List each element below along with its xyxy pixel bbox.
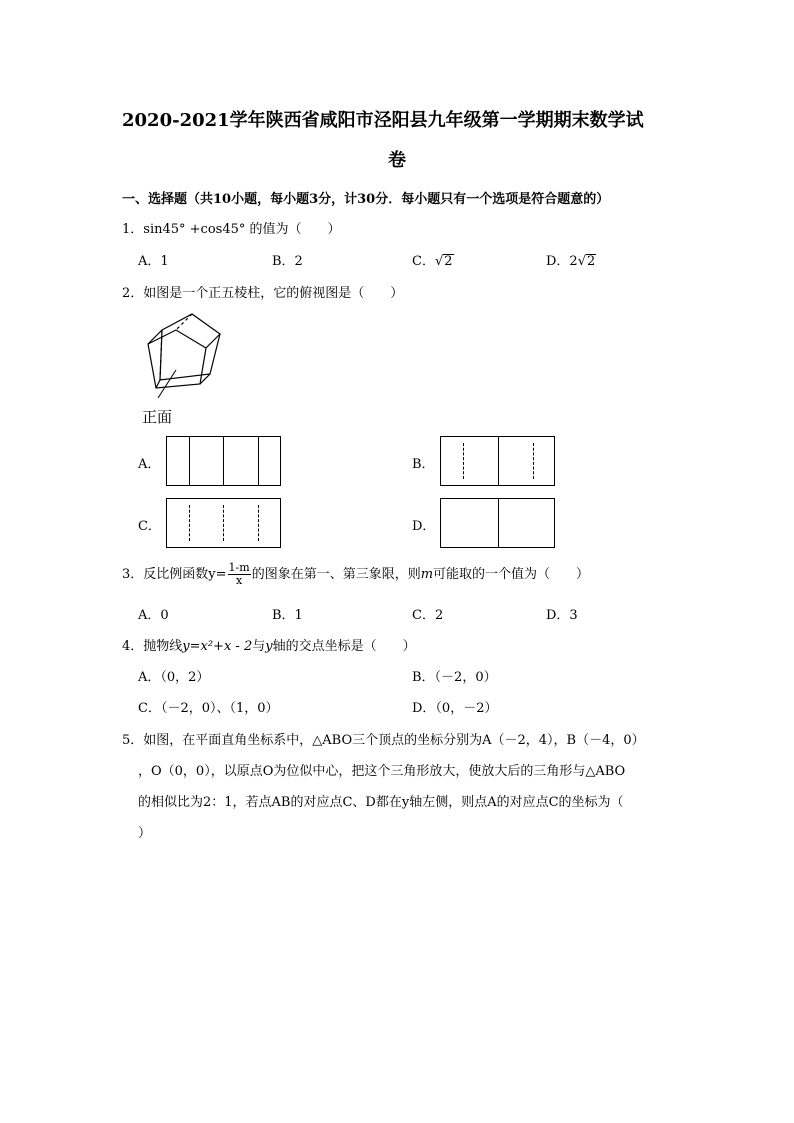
prism-bottom-face	[148, 330, 206, 388]
q3-fraction-numerator: 1-m	[228, 561, 250, 574]
solid-line	[258, 437, 259, 485]
question-5-line-4: ）	[138, 826, 152, 841]
q3-option-a: A．0	[138, 608, 169, 623]
q4-option-d: D．（0，－2）	[412, 701, 498, 716]
dashed-line	[258, 505, 259, 541]
q3-y-eq: y=	[208, 567, 227, 582]
question-5-line-1: 5．如图，在平面直角坐标系中，△ABO三个顶点的坐标分别为A（－2，4），B（－4，0）	[122, 733, 645, 748]
solid-line	[189, 437, 190, 485]
q2-option-a-figure	[166, 436, 281, 486]
question-2-stem: 2．如图是一个正五棱柱，它的俯视图是（ ）	[122, 286, 404, 301]
q3-prefix: 3．反比例函数	[122, 567, 209, 582]
q2-option-b-label: B．	[412, 457, 435, 472]
prism-top-face	[160, 314, 220, 380]
q2-option-d-figure	[440, 498, 555, 548]
q4-option-c: C．（－2，0）、（1，0）	[138, 701, 279, 716]
q3-mid: 的图象在第一、第三象限，则	[251, 567, 421, 582]
solid-line	[498, 437, 499, 485]
pentagonal-prism-figure	[140, 308, 230, 398]
question-4-stem	[122, 635, 416, 654]
q3-var-m: m	[420, 567, 434, 582]
front-view-label: 正面	[142, 408, 173, 426]
q2-option-b-figure	[440, 436, 555, 486]
question-3-stem	[122, 562, 589, 587]
dashed-line	[223, 505, 224, 541]
prism-edge	[156, 380, 160, 388]
q4-suffix: 轴的交点坐标是（ ）	[272, 639, 416, 654]
page-title: 2020-2021学年陕西省咸阳市泾阳县九年级第一学期期末数学试	[122, 110, 644, 131]
q4-option-a: A．（0，2）	[138, 670, 210, 685]
q3-option-b: B．1	[272, 608, 303, 623]
q3-option-d: D．3	[546, 608, 578, 623]
q4-prefix: 4．抛物线	[122, 639, 183, 654]
sqrt-symbol: √	[577, 254, 586, 269]
q1-option-b: B．2	[272, 254, 303, 269]
section-heading: 一、选择题（共10小题，每小题3分，计30分．每小题只有一个选项是符合题意的）	[122, 192, 610, 207]
page-title-continued: 卷	[388, 150, 406, 171]
q4-mid: 与	[252, 639, 266, 654]
solid-line	[223, 437, 224, 485]
q2-option-a-label: A．	[138, 457, 161, 472]
question-5-line-2: ，O（0，0），以原点O为位似中心，把这个三角形放大，使放大后的三角形与△ABO	[138, 764, 626, 779]
q4-equation: y=x²+x - 2	[182, 639, 253, 654]
q1-option-a: A．1	[138, 254, 169, 269]
q3-option-c: C．2	[412, 608, 444, 623]
q3-fraction	[228, 562, 251, 587]
q1-option-c-prefix: C．	[412, 254, 435, 269]
sqrt-symbol: √	[434, 254, 444, 269]
q2-option-c-figure	[166, 498, 281, 548]
q1-option-d-radicand: 2	[587, 254, 596, 269]
question-5-line-3: 的相似比为2：1，若点AB的对应点C、D都在y轴左侧，则点A的对应点C的坐标为（	[138, 795, 624, 810]
prism-edge-hidden	[176, 314, 192, 330]
q3-fraction-denominator: x	[236, 574, 243, 587]
prism-edge	[148, 330, 162, 344]
q4-var-y: y	[265, 639, 273, 654]
question-1-stem: 1．sin45° +cos45° 的值为（ ）	[122, 222, 341, 237]
q3-suffix: 可能取的一个值为（ ）	[433, 567, 590, 582]
q2-option-c-label: C．	[138, 519, 161, 534]
solid-line	[498, 499, 499, 547]
q4-option-b: B．（－2，0）	[412, 670, 497, 685]
q1-option-d	[546, 250, 596, 269]
q1-option-c-radicand: 2	[444, 254, 453, 269]
dashed-line	[463, 443, 464, 479]
q1-option-d-prefix: D．2	[546, 254, 578, 269]
dashed-line	[189, 505, 190, 541]
q2-option-d-label: D．	[412, 519, 436, 534]
dashed-line	[533, 443, 534, 479]
q1-option-c	[412, 250, 454, 269]
